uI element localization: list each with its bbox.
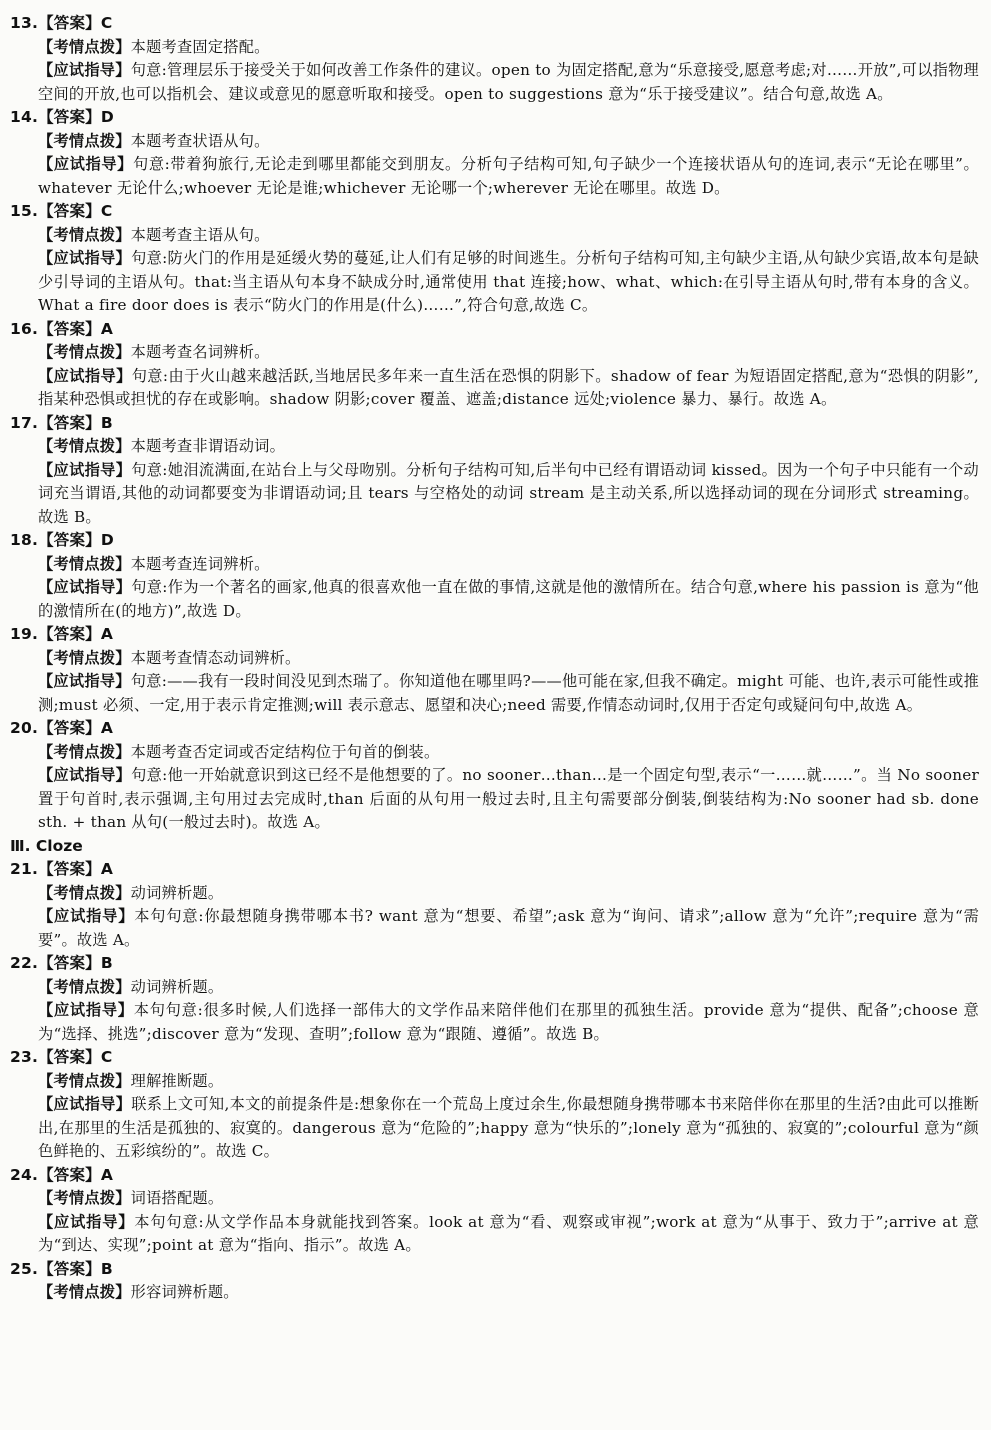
guide-paragraph — [10, 999, 979, 1046]
guide-tag: 【应试指导】 — [38, 155, 133, 173]
answer-item — [10, 529, 979, 623]
point-tag: 【考情点拨】 — [38, 37, 131, 56]
guide-text: 句意:他一开始就意识到这已经不是他想要的了。no sooner…than…是一个固定句型,表示“一……就……”。当 No sooner 置于句首时,表示强调,主句用过去完成时,than 后面的从句用一般过去时,且主句需要部分倒装,倒装结构为:No sooner had sb. done sth. + than 从句(一般过去时)。故选 A。 — [38, 766, 980, 831]
point-text: 本题考查情态动词辨析。 — [130, 648, 301, 667]
point-text: 本题考查状语从句。 — [130, 131, 270, 150]
answer-tag: 【答案】 — [38, 108, 101, 126]
point-line — [10, 224, 979, 248]
answer-letter: C — [100, 14, 113, 32]
grammar-answers — [10, 12, 979, 835]
guide-tag: 【应试指导】 — [38, 460, 132, 479]
question-number: 23. — [10, 1048, 39, 1066]
answer-tag: 【答案】 — [38, 625, 101, 643]
guide-tag: 【应试指导】 — [38, 907, 135, 925]
guide-text: 句意:作为一个著名的画家,他真的很喜欢他一直在做的事情,这就是他的激情所在。结合句意,where his passion is 意为“他的激情所在(的地方)”,故选 D。 — [38, 578, 979, 620]
point-text: 本题考查否定词或否定结构位于句首的倒装。 — [130, 742, 440, 761]
guide-paragraph — [10, 1211, 979, 1258]
answer-tag: 【答案】 — [38, 954, 101, 972]
guide-tag: 【应试指导】 — [38, 766, 132, 784]
guide-paragraph — [10, 459, 979, 530]
answer-tag: 【答案】 — [38, 1259, 101, 1278]
point-tag: 【考情点拨】 — [38, 1189, 131, 1207]
answer-letter: A — [100, 860, 114, 878]
question-number: 25. — [10, 1259, 39, 1278]
point-line — [10, 882, 979, 906]
point-line — [10, 36, 979, 60]
answer-letter: D — [100, 531, 114, 549]
point-tag: 【考情点拨】 — [38, 1283, 131, 1301]
point-text: 词语搭配题。 — [130, 1189, 224, 1207]
guide-text: 句意:防火门的作用是延缓火势的蔓延,让人们有足够的时间逃生。分析句子结构可知,主句缺少主语,从句缺少宾语,故本句是缺少引导词的主语从句。that:当主语从句本身不缺成分时,通常使用 that 连接;how、what、which:在引导主语从句时,带有本身的含义。What a fire door does is 表示“防火门的作用是(什么)……”,符合句意,故选 C。 — [38, 249, 979, 314]
guide-paragraph — [10, 247, 979, 318]
answer-letter: D — [100, 108, 114, 126]
question-number: 19. — [10, 625, 39, 643]
point-line — [10, 1187, 979, 1211]
point-line — [10, 435, 979, 459]
point-line — [10, 130, 979, 154]
guide-text: 联系上文可知,本文的前提条件是:想象你在一个荒岛上度过余生,你最想随身携带哪本书来陪伴你在那里的生活?由此可以推断出,在那里的生活是孤独的、寂寞的。dangerous 意为“危险的”;happy 意为“快乐的”;lonely 意为“孤独的、寂寞的”;colourful 意为“颜色鲜艳的、五彩缤纷的”。故选 C。 — [38, 1095, 979, 1160]
guide-text: 句意:带着狗旅行,无论走到哪里都能交到朋友。分析句子结构可知,句子缺少一个连接状语从句的连词,表示“无论在哪里”。whatever 无论什么;whoever 无论是谁;whichever 无论哪一个;wherever 无论在哪里。故选 D。 — [38, 155, 979, 197]
answer-item — [10, 858, 979, 952]
guide-paragraph — [10, 576, 979, 623]
guide-paragraph — [10, 1093, 979, 1164]
question-number: 16. — [10, 319, 39, 338]
answer-tag: 【答案】 — [38, 413, 101, 432]
point-text: 动词辨析题。 — [130, 883, 224, 902]
answer-line — [10, 1258, 979, 1282]
answer-line — [10, 200, 979, 224]
question-number: 24. — [10, 1165, 39, 1184]
cloze-answers — [10, 858, 979, 1305]
answer-tag: 【答案】 — [38, 1165, 101, 1184]
point-line — [10, 1281, 979, 1305]
guide-text: 句意:——我有一段时间没见到杰瑞了。你知道他在哪里吗?——他可能在家,但我不确定。might 可能、也许,表示可能性或推测;must 必须、一定,用于表示肯定推测;will 表示意志、愿望和决心;need 需要,作情态动词时,仅用于否定句或疑问句中,故选 A。 — [38, 672, 980, 714]
point-tag: 【考情点拨】 — [38, 742, 131, 761]
section-heading-cloze: Ⅲ. Cloze — [10, 836, 83, 855]
answer-item — [10, 412, 979, 530]
answer-tag: 【答案】 — [38, 14, 101, 32]
guide-paragraph — [10, 59, 979, 106]
guide-tag: 【应试指导】 — [38, 249, 132, 267]
point-line — [10, 976, 979, 1000]
answer-line — [10, 106, 979, 130]
question-number: 14. — [10, 108, 39, 126]
guide-text: 句意:管理层乐于接受关于如何改善工作条件的建议。open to 为固定搭配,意为“乐意接受,愿意考虑;对……开放”,可以指物理空间的开放,也可以指机会、建议或意见的愿意听取和接受。open to suggestions 意为“乐于接受建议”。结合句意,故选 A。 — [38, 61, 979, 103]
answer-line — [10, 412, 979, 436]
question-number: 21. — [10, 860, 39, 878]
point-line — [10, 1070, 979, 1094]
question-number: 15. — [10, 202, 39, 220]
point-line — [10, 741, 979, 765]
point-text: 本题考查固定搭配。 — [130, 37, 270, 56]
answer-letter: A — [100, 319, 114, 338]
question-number: 20. — [10, 719, 39, 737]
answer-letter: A — [100, 1165, 114, 1184]
guide-tag: 【应试指导】 — [38, 578, 132, 596]
guide-tag: 【应试指导】 — [38, 1212, 135, 1231]
question-number: 13. — [10, 14, 39, 32]
answer-tag: 【答案】 — [38, 860, 101, 878]
answer-tag: 【答案】 — [38, 1048, 101, 1066]
point-text: 动词辨析题。 — [130, 977, 224, 996]
guide-text: 句意:她泪流满面,在站台上与父母吻别。分析句子结构可知,后半句中已经有谓语动词 kissed。因为一个句子中只能有一个动词充当谓语,其他的动词都要变为非谓语动词;且 tears 与空格处的动词 stream 是主动关系,所以选择动词的现在分词形式 streaming。故选 B。 — [38, 460, 979, 526]
point-tag: 【考情点拨】 — [38, 883, 131, 902]
guide-tag: 【应试指导】 — [38, 366, 132, 385]
point-line — [10, 341, 979, 365]
guide-text: 本句句意:你最想随身携带哪本书? want 意为“想要、希望”;ask 意为“询问、请求”;allow 意为“允许”;require 意为“需要”。故选 A。 — [38, 907, 980, 949]
answer-line — [10, 318, 979, 342]
point-tag: 【考情点拨】 — [38, 131, 131, 150]
point-tag: 【考情点拨】 — [38, 343, 131, 361]
answer-item — [10, 1164, 979, 1258]
point-text: 理解推断题。 — [130, 1071, 224, 1090]
guide-text: 句意:由于火山越来越活跃,当地居民多年来一直生活在恐惧的阴影下。shadow of fear 为短语固定搭配,意为“恐惧的阴影”,指某种恐惧或担忧的存在或影响。shadow 阴影;cover 覆盖、遮盖;distance 远处;violence 暴力、暴行。故选 A。 — [38, 366, 980, 408]
answer-letter: B — [100, 1259, 113, 1278]
answer-item — [10, 200, 979, 318]
answer-item — [10, 623, 979, 717]
guide-paragraph — [10, 764, 979, 835]
guide-text: 本句句意:很多时候,人们选择一部伟大的文学作品来陪伴他们在那里的孤独生活。provide 意为“提供、配备”;choose 意为“选择、挑选”;discover 意为“发现、查明”;follow 意为“跟随、遵循”。故选 B。 — [38, 1001, 979, 1043]
answer-item — [10, 106, 979, 200]
answer-item — [10, 1258, 979, 1305]
point-tag: 【考情点拨】 — [38, 554, 131, 573]
point-tag: 【考情点拨】 — [38, 437, 131, 455]
point-line — [10, 553, 979, 577]
point-text: 形容词辨析题。 — [130, 1283, 239, 1301]
answer-item — [10, 1046, 979, 1164]
answer-item — [10, 12, 979, 106]
answer-letter: C — [100, 202, 113, 220]
answer-tag: 【答案】 — [38, 719, 101, 737]
guide-paragraph — [10, 670, 979, 717]
answer-tag: 【答案】 — [38, 531, 101, 549]
answer-line — [10, 952, 979, 976]
answer-letter: B — [100, 413, 113, 432]
answer-line — [10, 717, 979, 741]
answer-line — [10, 529, 979, 553]
guide-tag: 【应试指导】 — [38, 672, 131, 690]
point-tag: 【考情点拨】 — [38, 225, 131, 244]
answer-line — [10, 1046, 979, 1070]
guide-text: 本句句意:从文学作品本身就能找到答案。look at 意为“看、观察或审视”;work at 意为“从事于、致力于”;arrive at 意为“到达、实现”;point at 意为“指向、指示”。故选 A。 — [38, 1212, 979, 1254]
answer-line — [10, 858, 979, 882]
answer-letter: B — [100, 954, 113, 972]
guide-paragraph — [10, 153, 979, 200]
answer-item — [10, 952, 979, 1046]
question-number: 22. — [10, 954, 39, 972]
answer-tag: 【答案】 — [38, 319, 101, 338]
guide-tag: 【应试指导】 — [38, 1001, 134, 1019]
guide-paragraph — [10, 365, 979, 412]
point-line — [10, 647, 979, 671]
point-text: 本题考查名词辨析。 — [130, 343, 270, 361]
answer-letter: A — [100, 719, 114, 737]
question-number: 18. — [10, 531, 39, 549]
guide-tag: 【应试指导】 — [38, 61, 131, 79]
answer-line — [10, 1164, 979, 1188]
point-text: 本题考查非谓语动词。 — [130, 437, 285, 455]
point-text: 本题考查主语从句。 — [130, 225, 270, 244]
point-text: 本题考查连词辨析。 — [130, 554, 270, 573]
point-tag: 【考情点拨】 — [38, 648, 131, 667]
guide-paragraph — [10, 905, 979, 952]
answer-letter: C — [100, 1048, 113, 1066]
answer-line — [10, 623, 979, 647]
answer-line — [10, 12, 979, 36]
answer-letter: A — [100, 625, 114, 643]
question-number: 17. — [10, 413, 39, 432]
answer-item — [10, 717, 979, 835]
answer-item — [10, 318, 979, 412]
guide-tag: 【应试指导】 — [38, 1095, 132, 1113]
point-tag: 【考情点拨】 — [38, 1071, 131, 1090]
point-tag: 【考情点拨】 — [38, 977, 131, 996]
answer-tag: 【答案】 — [38, 202, 101, 220]
